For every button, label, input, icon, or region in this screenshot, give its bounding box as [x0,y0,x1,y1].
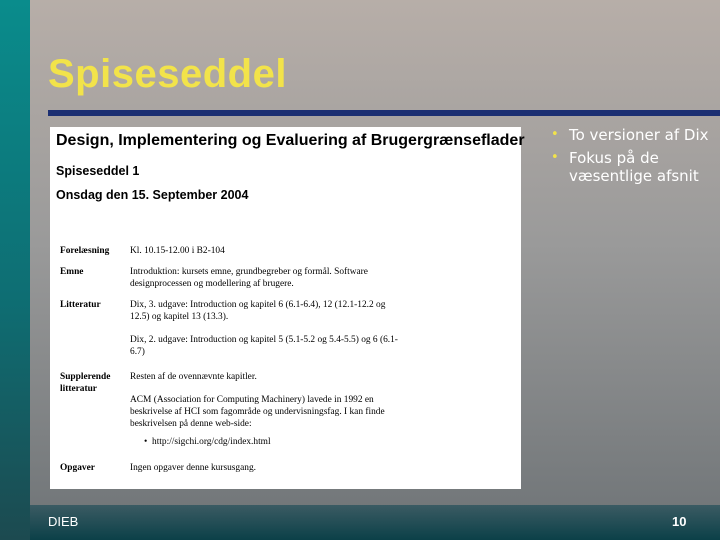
row-paragraph: Introduktion: kursets emne, grundbegreber og formål. Software designprocessen og modellering af brugere. [130,267,368,289]
row-paragraph: Ingen opgaver denne kursusgang. [130,463,257,473]
row-paragraph: Dix, 3. udgave: Introduction og kapitel 6 (6.1-6.4), 12 (12.1-12.2 og 12.5) og kapitel 13 (13.3). [130,300,386,322]
row-label: Forelæsning [60,246,110,256]
row-label: Opgaver [60,463,95,473]
row-label: Emne [60,267,84,277]
bullet-item [547,149,717,185]
row-value [130,371,400,448]
footer-label: DIEB [48,514,79,529]
bullet-icon: • [551,127,559,142]
bullet-item [547,126,717,144]
bullet-icon: • [551,150,559,165]
document-subheading: Spiseseddel 1 [56,164,140,178]
page-number: 10 [672,514,687,529]
link-list-item [144,436,400,448]
bullet-text: To versioner af Dix [569,126,709,144]
row-value [130,266,400,301]
left-accent-bar [0,0,30,540]
row-paragraph: Dix, 2. udgave: Introduction og kapitel 5 (5.1-5.2 og 5.4-5.5) og 6 (6.1-6.7) [130,335,398,357]
document-date: Onsdag den 15. September 2004 [56,188,249,202]
document-screenshot [50,127,525,489]
web-link[interactable]: http://sigchi.org/cdg/index.html [152,437,271,447]
row-value [130,299,400,369]
title-rule [48,110,720,116]
footer-bar [30,505,720,540]
bullet-list [547,126,717,190]
row-paragraph: Kl. 10.15-12.00 i B2-104 [130,246,225,256]
row-value [130,462,400,485]
bullet-text: Fokus på de væsentlige afsnit [569,149,699,185]
row-value [130,245,400,268]
document-heading: Design, Implementering og Evaluering af Brugergrænseflader [56,132,525,149]
bullet-icon: • [144,437,148,447]
row-paragraph: ACM (Association for Computing Machinery) lavede in 1992 en beskrivelse af HCI som fagområde og undervisningsfag. I kan finde beskrivelsen på denne web-side: [130,395,385,429]
slide-title: Spiseseddel [48,52,287,96]
row-paragraph: Resten af de ovennævnte kapitler. [130,372,257,382]
row-label: Supplerende litteratur [60,372,111,394]
row-label: Litteratur [60,300,101,310]
